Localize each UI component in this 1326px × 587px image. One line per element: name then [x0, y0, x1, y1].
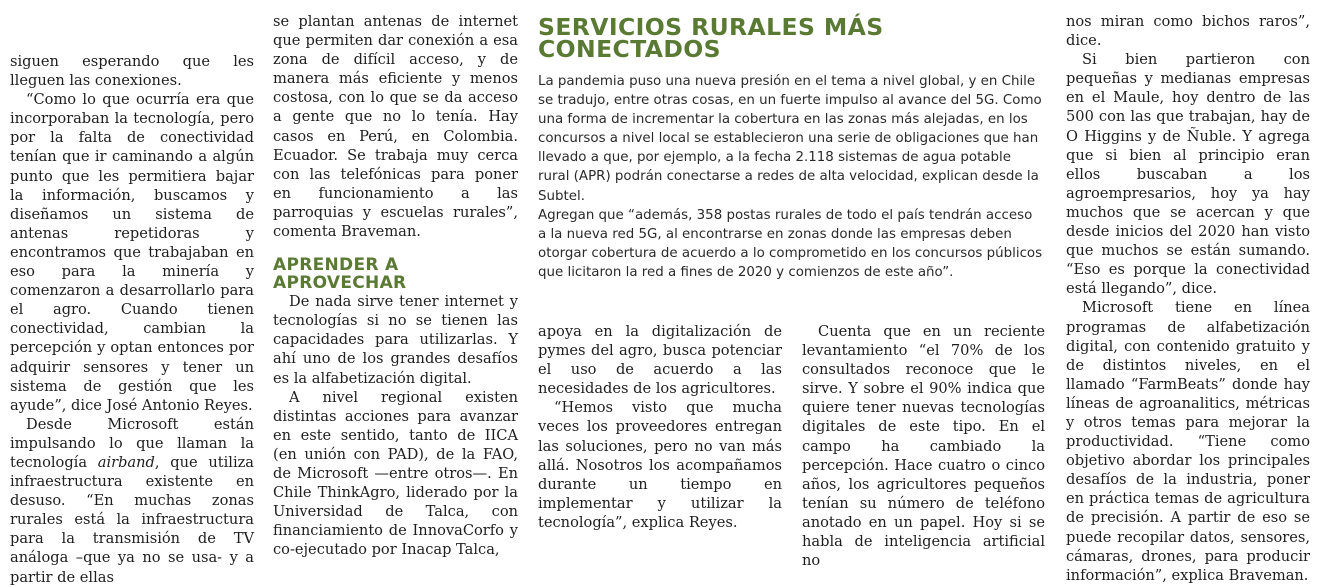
col1-paragraph-1: siguen esperando que les lleguen las conexiones. [10, 53, 254, 90]
article-column-2 [273, 12, 518, 559]
box-body [538, 72, 1044, 282]
col1-p3-italic: airband [97, 453, 155, 471]
col5-paragraph-3: Microsoft tiene en línea programas de alfabetización digital, con contenido gratuito y de distintos niveles, en el llamado “FarmBeats” donde hay líneas de agroanalitics, métricas y otros temas para mejorar la productividad. “Tiene como objetivo abordar los principales desafíos de la industria, poner en práctica temas de agricultura de precisión. A partir de eso se puede recopilar datos, sensores, cámaras, drones, para producir información”, explica Braveman. [1066, 299, 1310, 584]
col2-paragraph-1: se plantan antenas de internet que permiten dar conexión a esa zona de difícil acceso, y de manera más eficiente y menos costosa, con lo que se da acceso a gente que no lo tenía. Hay casos en Perú, en Colombia. Ecuador. Se trabaja muy cerca con las telefónicas para poner en funcionamiento a las parroquias y escuelas rurales”, comenta Braveman. [273, 13, 518, 241]
section-heading-line-1: APRENDER A [273, 255, 399, 276]
box-heading [538, 13, 1038, 63]
col5-paragraph-2: Si bien partieron con pequeñas y medianas empresas en el Maule, hoy dentro de las 500 con las que trabajan, hay de O Higgins y de Ñuble. Y agrega que si bien al principio eran ellos buscaban a los agroempresarios, hoy ya hay muchos que se acercan y que desde inicios del 2020 han visto que muchos se están sumando. “Eso es porque la conectividad está llegando”, dice. [1066, 51, 1310, 298]
col3-paragraph-2: “Hemos visto que mucha veces los proveedores entregan las soluciones, pero no van más allá. Nosotros los acompañamos durante un tiempo en implementar y utilizar la tecnología”, explica Reyes. [538, 399, 782, 531]
col1-paragraph-2: “Como lo que ocurría era que incorporaban la tecnología, pero por la falta de conectividad tenían que ir caminando a algún punto que les permitiera bajar la información, buscamos y diseñamos un sistema de antenas repetidoras y encontramos que trabajaban en eso para la minería y comenzaron a desarrollarlo para el agro. Cuando tienen conectividad, cambian la percepción y optan entonces por adquirir sensores y tener un sistema de gestión que les ayude”, dice José Antonio Reyes. [10, 91, 254, 414]
box-heading-line-2: CONECTADOS [538, 35, 721, 63]
article-column-5 [1066, 12, 1310, 585]
col1-paragraph-3 [10, 415, 254, 587]
box-paragraph-2: Agregan que “además, 358 postas rurales de todo el país tendrán acceso a la nueva red 5G, al encontrarse en zonas donde las empresas deben otorgar cobertura de acuerdo a lo comprometido en los concursos públicos que licitaron la red a fines de 2020 y comienzos de este año”. [538, 207, 1043, 280]
col4-paragraph-1: Cuenta que en un reciente levantamiento “el 70% de los consultados reconoce que le sirve. Y sobre el 90% indica que quiere tener nuevas tecnologías digitales de este tipo. En el campo ha cambiado la percepción. Hace cuatro o cinco años, los agricultores pequeños tenían su número de teléfono anotado en un papel. Hoy si se habla de inteligencia artificial no [802, 323, 1045, 570]
article-column-3 [538, 322, 782, 532]
col3-paragraph-1: apoya en la digitalización de pymes del agro, busca potenciar el uso de acuerdo a las necesidades de los agricultores. [538, 323, 782, 398]
col5-paragraph-1: nos miran como bichos raros”, dice. [1066, 13, 1310, 50]
col1-p3-before: Desde Microsoft están impulsando lo que llaman la tecnología [10, 415, 254, 471]
section-heading-aprender [273, 257, 518, 292]
section-heading-line-2: APROVECHAR [273, 272, 407, 293]
col2-paragraph-2: De nada sirve tener internet y tecnologías si no se tienen las capacidades para utilizarlas. Y ahí uno de los grandes desafíos es la alfabetización digital. [273, 293, 518, 387]
article-column-4 [802, 322, 1045, 570]
col2-paragraph-3: A nivel regional existen distintas acciones para avanzar en este sentido, tanto de IICA (en unión con PAD), de la FAO, de Microsoft —entre otros—. En Chile ThinkAgro, liderado por la Universidad de Talca, con financiamiento de InnovaCorfo y co-ejecutado por Inacap Talca, [273, 388, 518, 559]
col1-p3-after: , que utiliza infraestructura existente en desuso. “En muchas zonas rurales está la infraestructura para la transmisión de TV análoga –que ya no se usa- y a partir de ellas [10, 453, 254, 586]
article-column-1 [10, 52, 254, 587]
box-heading-line-1: SERVICIOS RURALES MÁS [538, 13, 884, 41]
box-paragraph-1: La pandemia puso una nueva presión en el tema a nivel global, y en Chile se tradujo, entre otras cosas, en un fuerte impulso al avance del 5G. Como una forma de incrementar la cobertura en las zonas más alejadas, en los concursos a nivel local se establecieron una serie de obligaciones que han llevado a que, por ejemplo, a la fecha 2.118 sistemas de agua potable rural (APR) podrán conectarse a redes de alta velocidad, explican desde la Subtel. [538, 74, 1042, 204]
